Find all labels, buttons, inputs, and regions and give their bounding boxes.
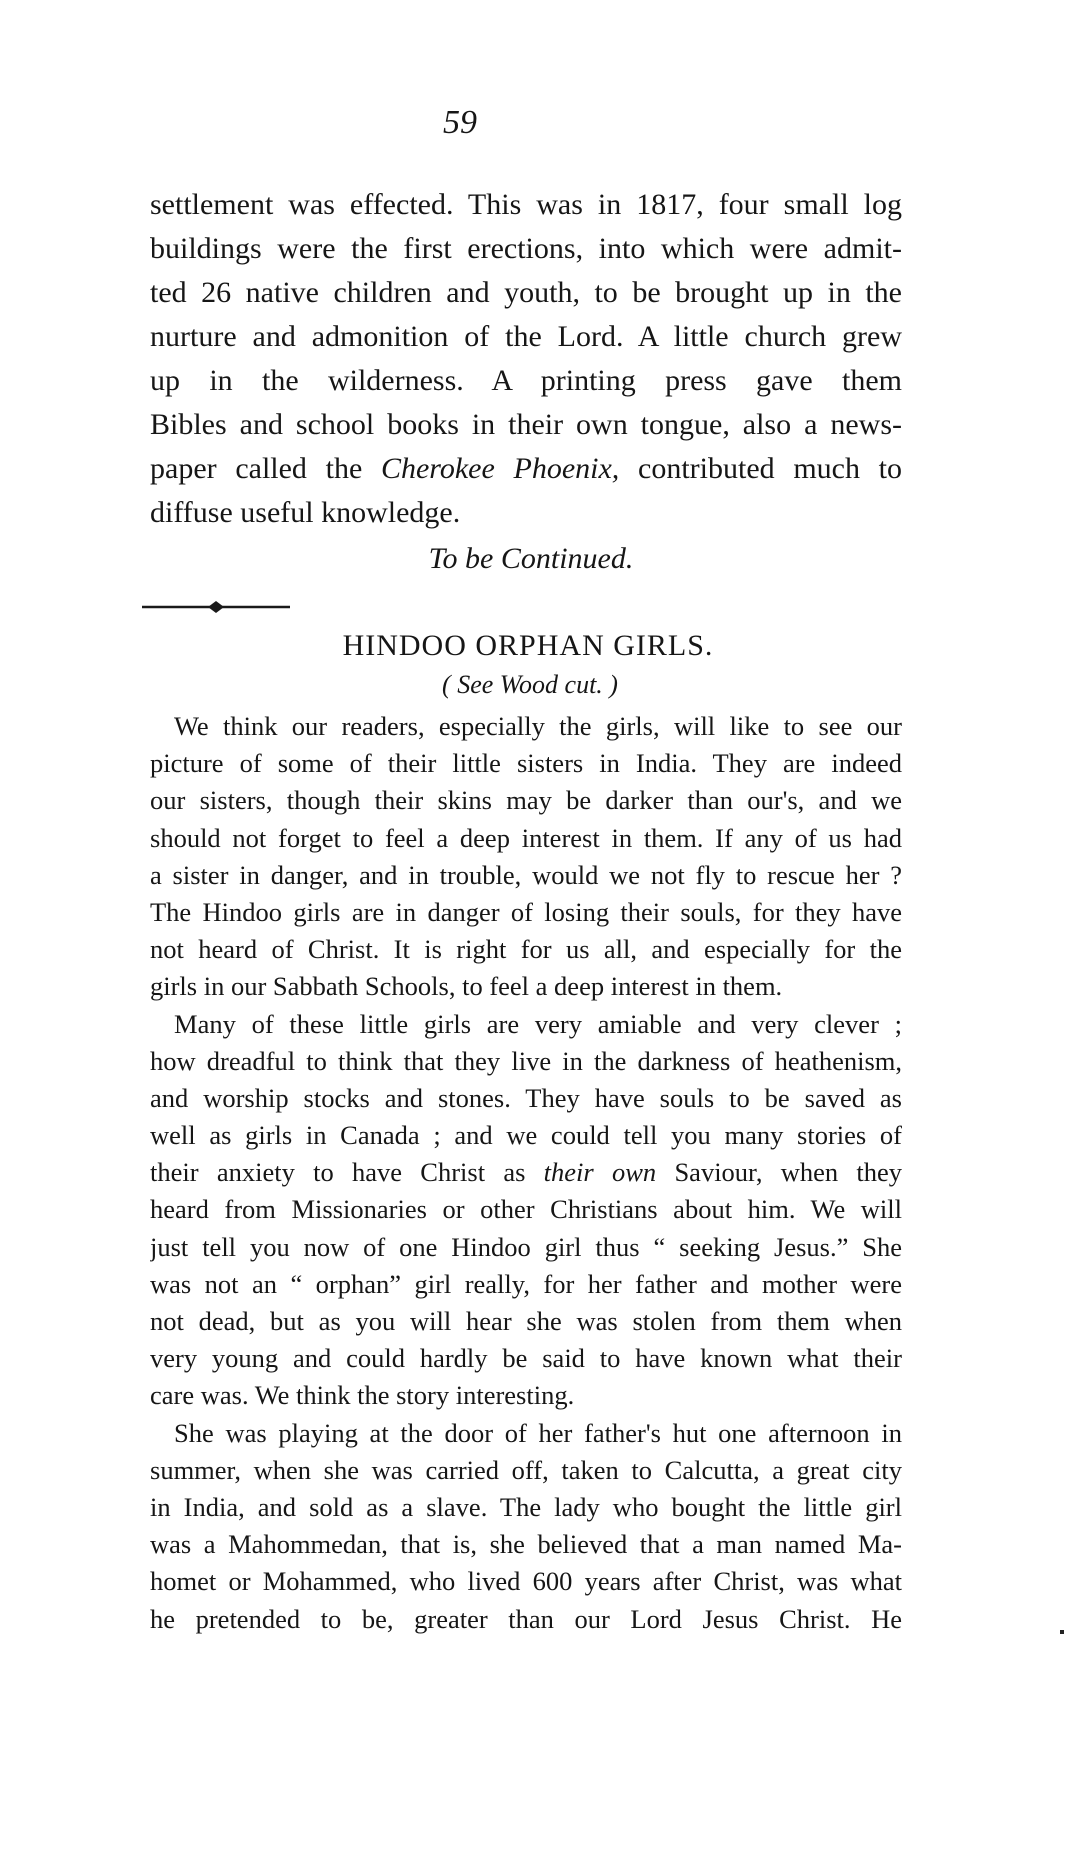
text-line: in India, and sold as a slave. The lady who bought the little girl: [150, 1491, 902, 1522]
text-line: buildings were the first erections, into which were admit-: [150, 232, 902, 265]
text-line: homet or Mohammed, who lived 600 years after Christ, was what: [150, 1566, 902, 1597]
text-line: heard from Missionaries or other Christians about him. We will: [150, 1194, 902, 1225]
text-line: Many of these little girls are very amiable and very clever ;: [174, 1008, 902, 1039]
text-line: [150, 447, 902, 491]
text-line: The Hindoo girls are in danger of losing their souls, for they have: [150, 896, 902, 927]
text-line: a sister in danger, and in trouble, would we not fly to rescue her ?: [150, 859, 902, 890]
article-subtitle: ( See Wood cut. ): [442, 670, 618, 699]
text-line: our sisters, though their skins may be darker than our's, and we: [150, 785, 902, 816]
text-line: summer, when she was carried off, taken to Calcutta, a great city: [150, 1454, 902, 1485]
text-line: up in the wilderness. A printing press gave them: [150, 364, 902, 397]
article-title: HINDOO ORPHAN GIRLS.: [342, 629, 714, 662]
text-line: diffuse useful knowledge.: [150, 496, 461, 529]
to-be-continued: To be Continued.: [428, 542, 634, 575]
text-line: settlement was effected. This was in 1817, four small log: [150, 188, 902, 221]
text-segment: their anxiety to have Christ as: [150, 1157, 544, 1188]
text-line: not heard of Christ. It is right for us all, and especially for the: [150, 934, 902, 965]
text-line: picture of some of their little sisters in India. They are indeed: [150, 748, 902, 779]
text-line: We think our readers, especially the girls, will like to see our: [174, 711, 902, 741]
text-line: he pretended to be, greater than our Lord Jesus Christ. He: [150, 1603, 902, 1634]
text-line: [150, 1154, 902, 1191]
section-divider: [142, 595, 290, 619]
text-line: should not forget to feel a deep interest in them. If any of us had: [150, 822, 902, 853]
text-line: was a Mahommedan, that is, she believed that a man named Ma-: [150, 1529, 902, 1560]
text-line: care was. We think the story interesting.: [150, 1380, 575, 1411]
newspaper-title: Cherokee Phoenix,: [380, 452, 620, 485]
text-line: was not an “ orphan” girl really, for her father and mother were: [150, 1268, 902, 1299]
text-line: very young and could hardly be said to have known what their: [150, 1343, 902, 1374]
text-segment: paper called the: [150, 452, 381, 485]
previous-article-continuation: [150, 183, 902, 535]
text-segment: contributed much to: [619, 452, 902, 485]
text-line: Bibles and school books in their own tongue, also a news-: [150, 408, 902, 441]
paragraph-2: [150, 1006, 902, 1415]
page-number: 59: [443, 104, 477, 141]
text-line: just tell you now of one Hindoo girl thus “ seeking Jesus.” She: [150, 1231, 902, 1262]
text-line: She was playing at the door of her father's hut one afternoon in: [174, 1417, 902, 1448]
text-line: not dead, but as you will hear she was stolen from them when: [150, 1306, 902, 1336]
paragraph-1: [150, 708, 902, 1006]
page-speck: [1060, 1630, 1064, 1634]
text-line: and worship stocks and stones. They have souls to be saved as: [150, 1082, 902, 1113]
text-line: girls in our Sabbath Schools, to feel a deep interest in them.: [150, 971, 783, 1002]
emphasis: their own: [543, 1157, 657, 1188]
text-line: how dreadful to think that they live in the darkness of heathenism,: [150, 1045, 902, 1076]
text-segment: Saviour, when they: [656, 1157, 902, 1188]
paragraph-3: [150, 1415, 902, 1638]
text-line: ted 26 native children and youth, to be brought up in the: [150, 276, 902, 309]
text-column: [150, 183, 902, 1638]
text-line: nurture and admonition of the Lord. A little church grew: [150, 320, 902, 353]
text-line: well as girls in Canada ; and we could tell you many stories of: [150, 1120, 902, 1151]
